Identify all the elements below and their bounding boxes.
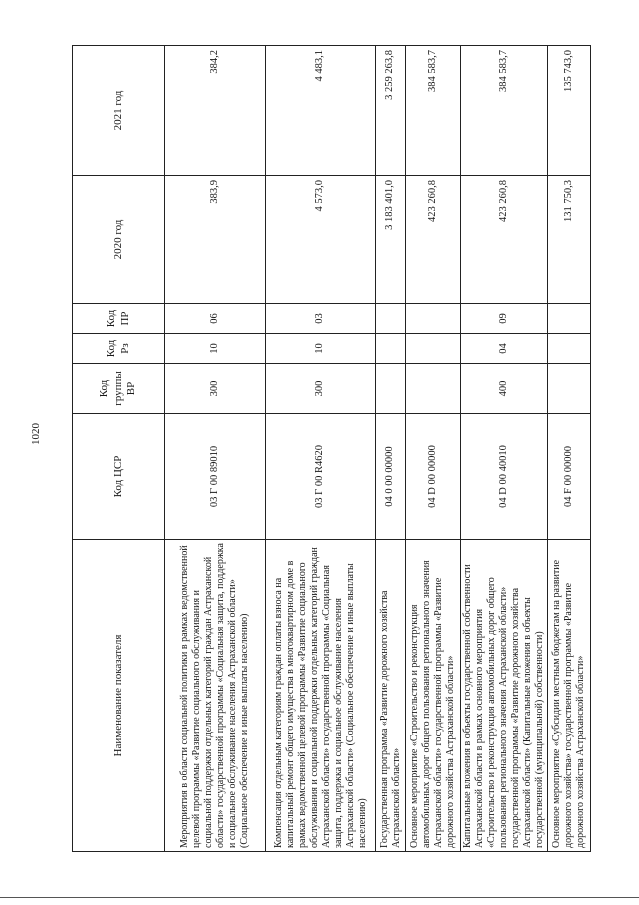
header-rz: Код Рз	[73, 334, 165, 364]
row-pr	[406, 304, 461, 334]
row-rz: 10	[266, 334, 376, 364]
row-csr: 03 Г 00 89010	[165, 414, 266, 540]
budget-table	[72, 45, 591, 852]
table-header-row	[73, 46, 165, 852]
row-2020: 3 183 401,0	[376, 176, 406, 304]
table-row	[266, 46, 376, 852]
row-csr: 04 D 00 40010	[461, 414, 548, 540]
table-row	[548, 46, 591, 852]
row-vr	[376, 364, 406, 414]
row-rz	[548, 334, 591, 364]
row-vr: 300	[266, 364, 376, 414]
row-vr	[548, 364, 591, 414]
row-pr: 03	[266, 304, 376, 334]
row-2021: 3 259 263,8	[376, 46, 406, 176]
row-2020: 131 750,3	[548, 176, 591, 304]
row-csr: 04 D 00 00000	[406, 414, 461, 540]
row-pr: 06	[165, 304, 266, 334]
row-2020: 423 260,8	[461, 176, 548, 304]
row-2021: 384 583,7	[461, 46, 548, 176]
row-name: Государственная программа «Развитие дорожного хозяйства Астраханской области»	[376, 540, 406, 852]
row-name: Капитальные вложения в объекты государственной собственности Астраханской области в рамках основного мероприятия «Строительство и реконструкция автомобильных дорог общего пользования регионального значения Астраханской области» государственной программы «Развитие дорожного хозяйства Астраханской области» (Капитальные вложения в объекты государственной (муниципальной) собственности)	[461, 540, 548, 852]
row-rz	[406, 334, 461, 364]
row-rz	[376, 334, 406, 364]
row-2021: 4 483,1	[266, 46, 376, 176]
table-row	[461, 46, 548, 852]
header-vr: Код группы ВР	[73, 364, 165, 414]
header-2020: 2020 год	[73, 176, 165, 304]
row-pr	[376, 304, 406, 334]
table-row	[165, 46, 266, 852]
row-2020: 4 573,0	[266, 176, 376, 304]
row-csr: 03 Г 00 R4620	[266, 414, 376, 540]
row-pr: 09	[461, 304, 548, 334]
table-row	[406, 46, 461, 852]
header-pr: Код ПР	[73, 304, 165, 334]
row-rz: 04	[461, 334, 548, 364]
row-name: Мероприятия в области социальной политики в рамках ведомственной целевой программы «Развитие социального обслуживания и социальной поддержки отдельных категорий граждан Астраханской области» государственной программы «Социальная защита, поддержка и социальное обслуживание населения Астраханской области» (Социальное обеспечение и иные выплаты населению)	[165, 540, 266, 852]
row-vr	[406, 364, 461, 414]
header-csr: Код ЦСР	[73, 414, 165, 540]
row-vr: 300	[165, 364, 266, 414]
row-pr	[548, 304, 591, 334]
header-2021: 2021 год	[73, 46, 165, 176]
table-row	[376, 46, 406, 852]
row-vr: 400	[461, 364, 548, 414]
row-2020: 383,9	[165, 176, 266, 304]
page-edge-divider	[0, 897, 639, 898]
row-name: Основное мероприятие «Субсидии местным бюджетам на развитие дорожного хозяйства» государственной программы «Развитие дорожного хозяйства Астраханской области»	[548, 540, 591, 852]
row-2021: 384 583,7	[406, 46, 461, 176]
row-2021: 135 743,0	[548, 46, 591, 176]
row-name: Компенсация отдельным категориям граждан оплаты взноса на капитальный ремонт общего имущества в многоквартирном доме в рамках ведомственной целевой программы «Развитие социального обслуживания и социальной поддержки отдельных категорий граждан Астраханской области» государственной программы «Социальная защита, поддержка и социальное обслуживание населения Астраханской области» (Социальное обеспечение и иные выплаты населению)	[266, 540, 376, 852]
row-csr: 04 0 00 00000	[376, 414, 406, 540]
row-rz: 10	[165, 334, 266, 364]
row-2021: 384,2	[165, 46, 266, 176]
row-csr: 04 F 00 00000	[548, 414, 591, 540]
row-name: Основное мероприятие «Строительство и реконструкция автомобильных дорог общего пользования регионального значения Астраханской области» государственной программы «Развитие дорожного хозяйства Астраханской области»	[406, 540, 461, 852]
budget-table-container	[72, 46, 586, 852]
page-number: 1020	[30, 423, 42, 445]
header-name: Наименование показателя	[73, 540, 165, 852]
row-2020: 423 260,8	[406, 176, 461, 304]
